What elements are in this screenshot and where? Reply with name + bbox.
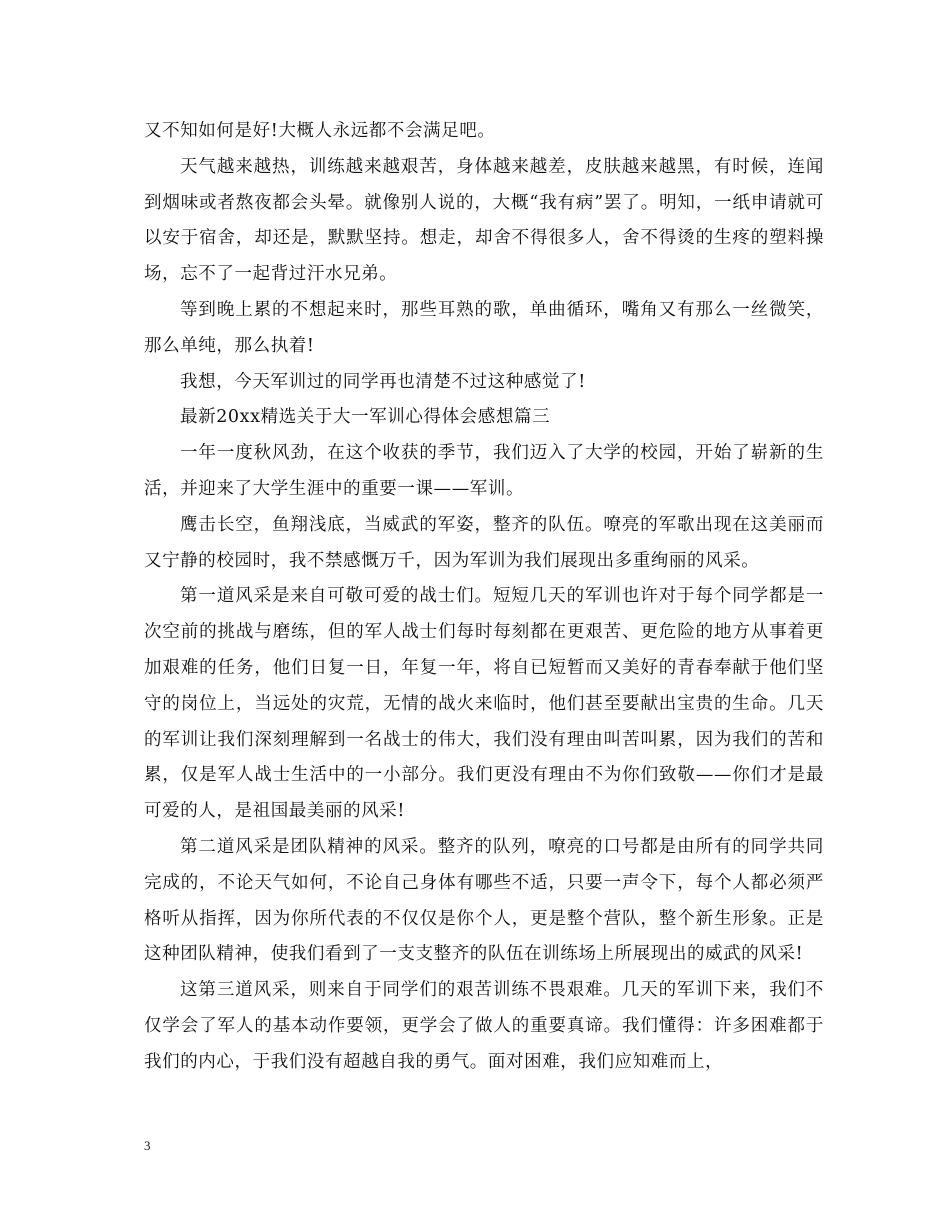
- paragraph-8: 第一道风采是来自可敬可爱的战士们。短短几天的军训也许对于每个同学都是一次空前的挑战与磨练，但的军人战士们每时每刻都在更艰苦、更危险的地方从事着更加艰难的任务，他们日复一日，年复一年，将自已短暂而又美好的青春奉献于他们坚守的岗位上，当远处的灾荒，无情的战火来临时，他们甚至要献出宝贵的生命。几天的军训让我们深刻理解到一名战士的伟大，我们没有理由叫苦叫累，因为我们的苦和累，仅是军人战士生活中的一小部分。我们更没有理由不为你们致敬——你们才是最可爱的人，是祖国最美丽的风采!: [144, 586, 824, 822]
- page-number: 3: [144, 1138, 151, 1153]
- paragraph-10: 这第三道风采，则来自于同学们的艰苦训练不畏艰难。几天的军训下来，我们不仅学会了军人的基本动作要领，更学会了做人的重要真谛。我们懂得：许多困难都于我们的内心，于我们没有超越自我的勇气。面对困难，我们应知难而上，: [144, 980, 824, 1072]
- paragraph-2: 天气越来越热，训练越来越艰苦，身体越来越差，皮肤越来越黑，有时候，连闻到烟味或者熬夜都会头晕。就像别人说的，大概“我有病”罢了。明知，一纸申请就可以安于宿舍，却还是，默默坚持。想走，却舍不得很多人，舍不得烫的生疼的塑料操场，忘不了一起背过汗水兄弟。: [144, 156, 824, 285]
- paragraph-6: 一年一度秋风劲，在这个收获的季节，我们迈入了大学的校园，开始了崭新的生活，并迎来了大学生涯中的重要一课——军训。: [144, 443, 824, 499]
- paragraph-9: 第二道风采是团队精神的风采。整齐的队列，嘹亮的口号都是由所有的同学共同完成的，不论天气如何，不论自己身体有哪些不适，只要一声令下，每个人都必须严格听从指挥，因为你所代表的不仅仅是你个人，更是整个营队，整个新生形象。正是这种团队精神，使我们看到了一支支整齐的队伍在训练场上所展现出的威武的风采!: [144, 836, 824, 965]
- paragraph-1: 又不知如何是好!大概人永远都不会满足吧。: [144, 121, 496, 141]
- paragraph-3: 等到晚上累的不想起来时，那些耳熟的歌，单曲循环，嘴角又有那么一丝微笑，那么单纯，那么执着!: [144, 299, 824, 356]
- document-body: [144, 114, 824, 1081]
- section-heading: 最新20xx精选关于大一军训心得体会感想篇三: [180, 407, 551, 428]
- paragraph-4: 我想，今天军训过的同学再也清楚不过这种感觉了!: [180, 371, 586, 392]
- paragraph-7: 鹰击长空，鱼翔浅底，当威武的军姿，整齐的队伍。嘹亮的军歌出现在这美丽而又宁静的校园时，我不禁感慨万千，因为军训为我们展现出多重绚丽的风采。: [144, 514, 824, 571]
